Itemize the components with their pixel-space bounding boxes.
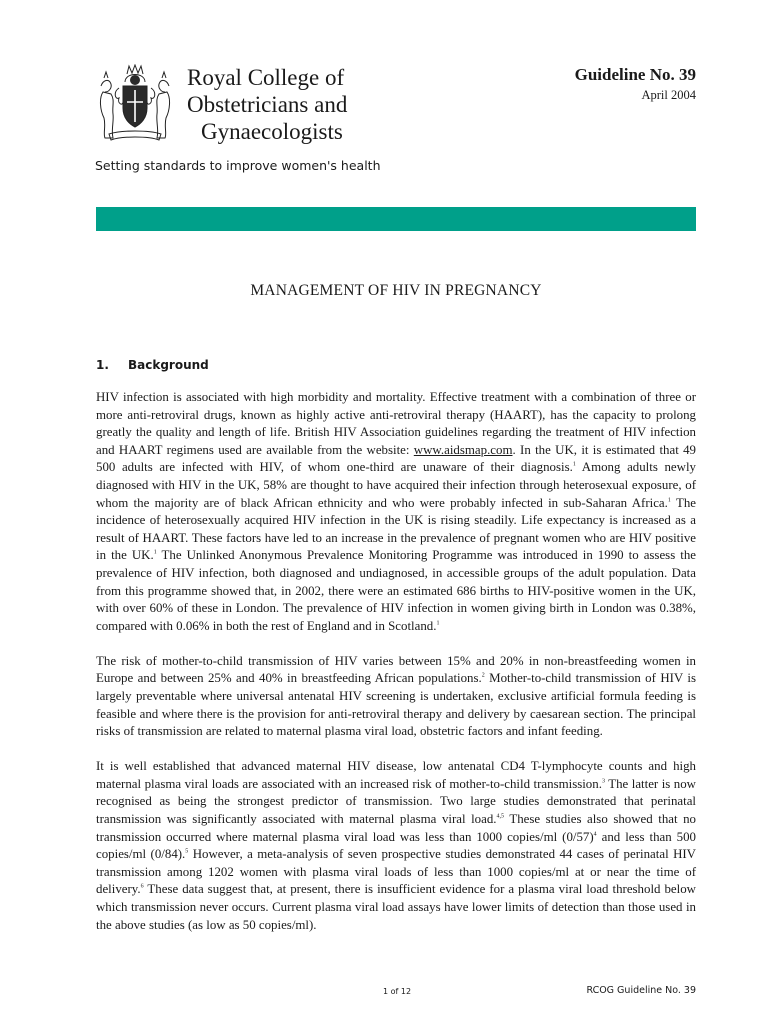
reference-marker: 1 xyxy=(572,462,576,469)
paragraph-text: However, a meta-analysis of seven prospective studies demonstrated 44 cases of perinatal HIV transmission among 1202 women with plasma viral loads of less than 1000 copies/ml at or near the time of delivery. xyxy=(96,847,696,897)
reference-marker: 4 xyxy=(593,831,597,838)
reference-marker: 1 xyxy=(667,497,671,504)
guideline-number: Guideline No. 39 xyxy=(574,65,696,84)
paragraph-text: The risk of mother-to-child transmission of HIV varies between 15% and 20% in non-breastfeeding women in Europe and between 25% and 40% in breastfeeding African populations. xyxy=(96,653,696,686)
document-title: MANAGEMENT OF HIV IN PREGNANCY xyxy=(250,282,542,299)
reference-marker: 1 xyxy=(153,550,157,557)
paragraph-text: Mother-to-child transmission of HIV is largely preventable where universal antenatal HIV screening is undertaken, exclusive artificial formula feeding is feasible and where there is the provision for anti-retroviral therapy and delivery by caesarean section. The principal risks of transmission are related to maternal plasma viral load, obstetric factors and infant feeding. xyxy=(96,671,696,739)
body-text xyxy=(96,389,696,952)
reference-marker: 1 xyxy=(436,620,440,627)
organisation-name xyxy=(187,64,427,145)
tagline: Setting standards to improve women's health xyxy=(95,158,381,173)
guideline-date: April 2004 xyxy=(641,88,696,102)
paragraph-2 xyxy=(96,653,696,741)
paragraph-3 xyxy=(96,758,696,934)
organisation-name-line-2: Obstetricians and xyxy=(187,92,348,117)
rcog-crest xyxy=(95,64,175,142)
section-number: 1. xyxy=(96,358,109,372)
page-number: 1 of 12 xyxy=(383,987,412,996)
paragraph-text: The incidence of heterosexually acquired HIV infection in the UK is rising steadily. Life expectancy is increased as a result of HAART. These factors have led to an increase in the prevalence of pregnant women who are HIV positive in the UK. xyxy=(96,495,697,563)
paragraph-text: The Unlinked Anonymous Prevalence Monitoring Programme was introduced in 1990 to assess the prevalence of HIV infection, both diagnosed and undiagnosed, in accessible groups of the adult population. Data from this programme showed that, in 2002, there were an estimated 686 births to HIV-positive women in the UK, with over 60% of these in London. The prevalence of HIV infection in women giving birth in London was 0.38%, compared with 0.06% in both the rest of England and in Scotland. xyxy=(96,548,696,633)
organisation-name-line-1: Royal College of xyxy=(187,65,345,90)
reference-marker: 5 xyxy=(185,848,189,855)
rcog-coat-of-arms-icon xyxy=(95,64,175,142)
paragraph-text: The latter is now recognised as being the strongest predictor of transmission. Two large studies demonstrated that perinatal transmission was significantly associated with maternal plasma viral load. xyxy=(96,776,696,827)
aidsmap-link[interactable]: www.aidsmap.com xyxy=(413,442,513,457)
paragraph-text: These studies also showed that no transmission occurred where maternal plasma viral load was less than 1000 copies/ml (0/57) xyxy=(96,812,696,844)
paragraph-text: It is well established that advanced maternal HIV disease, low antenatal CD4 T-lymphocyte counts and high maternal plasma viral loads are associated with an increased risk of mother-to-child transmission. xyxy=(96,759,696,791)
reference-marker: 3 xyxy=(601,778,605,785)
paragraph-text: HIV infection is associated with high morbidity and mortality. Effective treatment with a combination of three or more anti-retroviral drugs, known as highly active anti-retroviral therapy (HAART), has the capacity to prolong greatly the quality and length of life. British HIV Association guidelines regarding the treatment of HIV infection and HAART regimens used are available from the website: xyxy=(96,390,696,457)
paragraph-text: These data suggest that, at present, there is insufficient evidence for a plasma viral load threshold below which transmission never occurs. Current plasma viral load assays have lower limits of detection than those used in the above studies (as low as 50 copies/ml). xyxy=(96,882,696,932)
header-colour-band xyxy=(96,207,696,231)
reference-marker: 6 xyxy=(140,884,144,891)
section-heading xyxy=(96,358,209,372)
paragraph-text: Among adults newly diagnosed with HIV in the UK, 58% are thought to have acquired their infection through heterosexual exposure, of whom the majority are of black African ethnicity and who were probably infected in sub-Saharan Africa. xyxy=(96,460,696,510)
reference-marker: 2 xyxy=(481,673,485,680)
footer-reference: RCOG Guideline No. 39 xyxy=(586,985,696,996)
paragraph-text: . In the UK, it is estimated that 49 500 adults are infected with HIV, of whom one-third are unaware of their diagnosis. xyxy=(96,442,696,475)
paragraph-1 xyxy=(96,389,696,635)
reference-marker: 4,5 xyxy=(496,813,505,820)
organisation-name-line-3: Gynaecologists xyxy=(201,119,343,144)
section-title: Background xyxy=(128,358,209,372)
paragraph-text: and less than 500 copies/ml (0/84). xyxy=(96,829,696,862)
